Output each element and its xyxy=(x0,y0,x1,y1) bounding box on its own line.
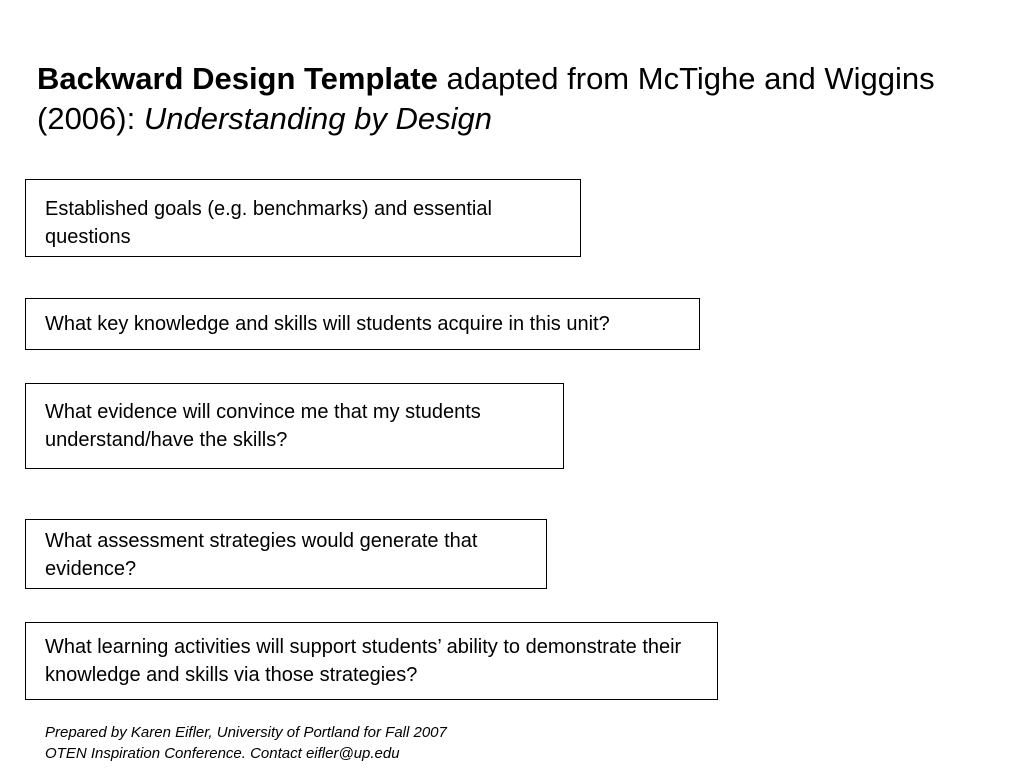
title-normal: adapted from McTighe and Wiggins (2006): xyxy=(37,61,935,136)
assessment-box xyxy=(25,519,547,589)
page-title xyxy=(37,59,937,139)
learning-activities-box-text: What learning activities will support students’ ability to demonstrate their knowledge and skills via those strategies? xyxy=(45,636,682,686)
knowledge-skills-box-text: What key knowledge and skills will students acquire in this unit? xyxy=(45,313,610,335)
goals-box-text: Established goals (e.g. benchmarks) and essential questions xyxy=(45,198,492,248)
footer-line-2: OTEN Inspiration Conference. Contact eifler@up.edu xyxy=(45,745,400,762)
learning-activities-box xyxy=(25,622,718,700)
evidence-box xyxy=(25,383,564,469)
goals-box xyxy=(25,179,581,257)
title-bold: Backward Design Template xyxy=(37,61,438,96)
knowledge-skills-box xyxy=(25,298,700,350)
evidence-box-text: What evidence will convince me that my students understand/have the skills? xyxy=(45,401,481,451)
footer-line-1: Prepared by Karen Eifler, University of Portland for Fall 2007 xyxy=(45,724,447,741)
assessment-box-text: What assessment strategies would generate that evidence? xyxy=(45,530,478,580)
title-italic: Understanding by Design xyxy=(143,101,492,136)
footer-credit xyxy=(45,722,447,764)
